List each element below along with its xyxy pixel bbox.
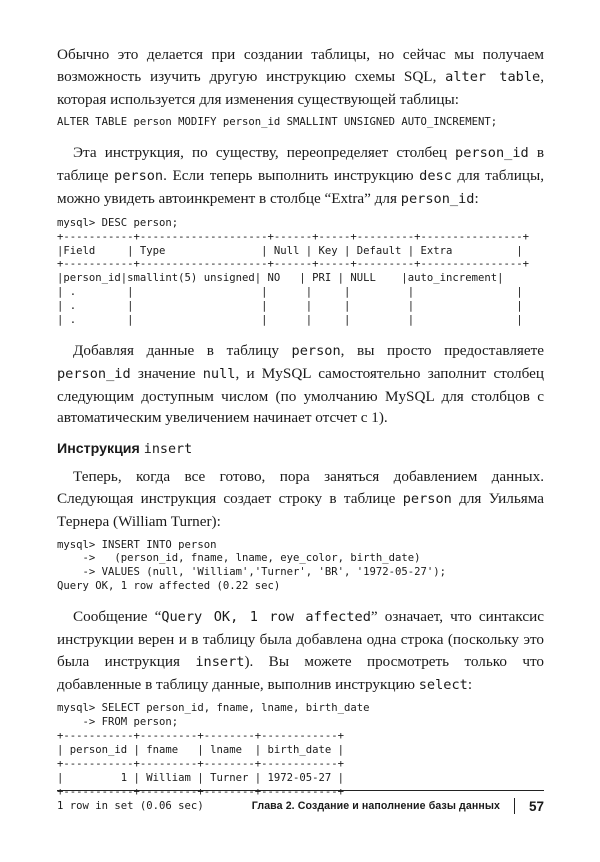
- page-body: [57, 44, 544, 814]
- footer-chapter-title: Глава 2. Создание и наполнение базы данных: [251, 800, 500, 812]
- text-run: , и MySQL самостоятельно заполнит столбец следующим доступным числом (по умолчанию MySQL для столбцов с автоматическим увеличением начинает отсчет с 1).: [57, 364, 544, 427]
- inline-code: desc: [419, 168, 452, 185]
- code-insert-into: mysql> INSERT INTO person -> (person_id, fname, lname, eye_color, birth_date) -> VALUES (null, 'William','Turner', 'BR', '1972-05-27'); Query OK, 1 row affected (0.22 sec): [57, 538, 447, 593]
- text-run: , вы просто предоставляете: [340, 341, 544, 359]
- heading-text: Инструкция: [57, 441, 140, 458]
- inline-code: person: [402, 490, 452, 507]
- text-run: :: [474, 189, 479, 207]
- inline-code: person_id: [455, 145, 529, 162]
- inline-code: null: [202, 365, 236, 382]
- inline-code: person_id: [400, 190, 475, 207]
- page-number: 57: [528, 798, 544, 814]
- text-run: ” означает, что синтаксис инструкции верен и в таблицу была добавлена одна строка (поскольку это была инструкция: [57, 608, 545, 670]
- paragraph-query-ok: [57, 606, 544, 696]
- text-run: Обычно это делается при создании таблицы, но сейчас мы получаем возможность изучить другую инструкцию схемы SQL,: [57, 46, 544, 85]
- code-desc-person: mysql> DESC person; +-----------+--------------------+------+-----+---------+----------------+ |Field | Type | Null | Key | Default | Extra | +-----------+--------------------+------+-----+---------+----------------+ |person_id|smallint(5) unsigned| NO | PRI | NULL |auto_increment| | . | | | | | | | . | | | | | | | . | | | | | |: [57, 216, 529, 327]
- text-run: . Если теперь выполнить инструкцию: [163, 167, 420, 185]
- inline-code: Query OK, 1 row affected: [161, 609, 371, 626]
- paragraph-intro: [57, 44, 544, 110]
- text-run: , которая используется для изменения существующей таблицы:: [57, 67, 544, 108]
- text-run: в таблице: [57, 144, 544, 185]
- footer-separator: [514, 798, 515, 814]
- text-run: значение: [130, 364, 203, 382]
- inline-code: insert: [195, 653, 245, 670]
- text-run: ). Вы можете просмотреть только что добавленные в таблицу данные, выполнив инструкцию: [57, 652, 544, 693]
- paragraph-redefine: [57, 142, 544, 210]
- heading-code: insert: [143, 442, 193, 458]
- section-heading-insert: [57, 439, 544, 460]
- inline-code: person: [291, 342, 341, 359]
- text-run: Сообщение “: [73, 608, 162, 626]
- inline-code: select: [418, 676, 468, 693]
- text-run: Добавляя данные в таблицу: [73, 341, 292, 359]
- inline-code: person_id: [57, 365, 131, 382]
- paragraph-insert-intro: [57, 466, 544, 532]
- inline-code: alter table: [445, 68, 541, 85]
- inline-code: person: [114, 168, 164, 185]
- code-select-person: mysql> SELECT person_id, fname, lname, birth_date -> FROM person; +-----------+---------+--------+------------+ | person_id | fname | lname | birth_date | +-----------+---------+--------+------------+ | 1 | William | Turner | 1972-05-27 | +-----------+---------+--------+------------+ 1 row in set (0.06 sec): [57, 702, 370, 812]
- code-alter-table: ALTER TABLE person MODIFY person_id SMALLINT UNSIGNED AUTO_INCREMENT;: [57, 116, 498, 129]
- text-run: для Уильяма Тернера (William Turner):: [57, 489, 545, 530]
- text-run: Эта инструкция, по существу, переопределяет столбец: [73, 144, 456, 162]
- text-run: для таблицы, можно увидеть автоинкремент в столбце “Extra” для: [57, 167, 544, 207]
- paragraph-autoincrement: [57, 340, 544, 429]
- footer-rule: [57, 790, 544, 791]
- text-run: :: [467, 675, 473, 693]
- page-footer: [57, 796, 544, 816]
- text-run: Теперь, когда все готово, пора заняться добавлением данных. Следующая инструкция создает строку в таблице: [57, 468, 544, 507]
